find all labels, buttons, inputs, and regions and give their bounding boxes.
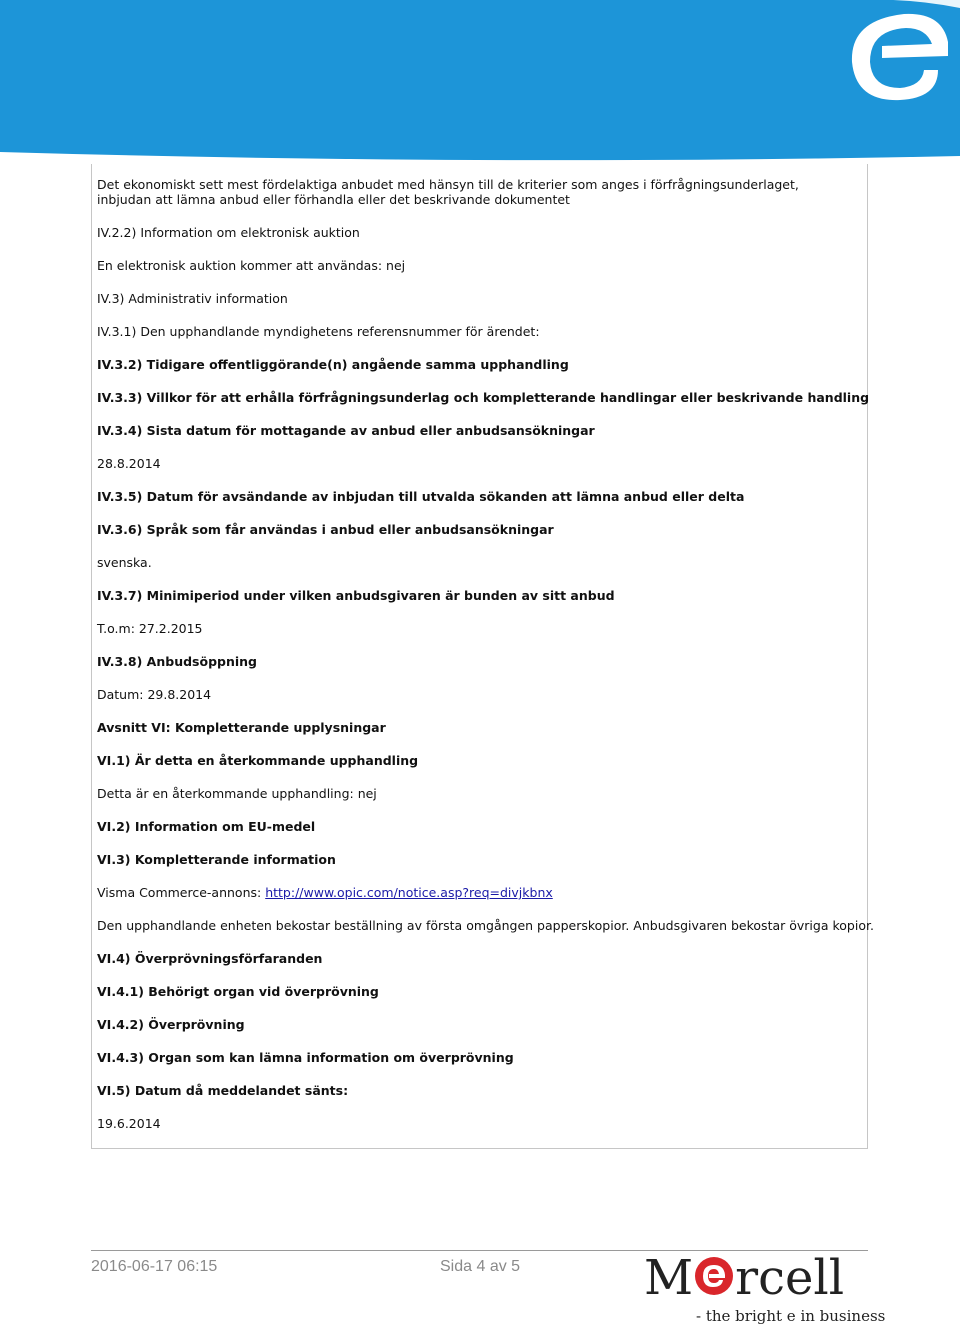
visma-link[interactable]: http://www.opic.com/notice.asp?req=divjkbnx — [265, 885, 553, 900]
footer-page-number: Sida 4 av 5 — [440, 1258, 521, 1275]
language-value: svenska. — [97, 555, 152, 570]
section-vi-2-heading: VI.2) Information om EU-medel — [97, 819, 316, 834]
header-band — [0, 0, 960, 150]
brand-e-icon — [694, 1256, 734, 1296]
section-iv-3-5-heading: IV.3.5) Datum för avsändande av inbjudan till utvalda sökanden att lämna anbud eller delta — [97, 489, 745, 504]
sent-date-value: 19.6.2014 — [97, 1116, 161, 1131]
section-iv-2-2-heading: IV.2.2) Information om elektronisk auktion — [97, 225, 360, 240]
section-vi-4-heading: VI.4) Överprövningsförfaranden — [97, 951, 323, 966]
section-vi-heading: Avsnitt VI: Kompletterande upplysningar — [97, 720, 386, 735]
section-iv-3-1-heading: IV.3.1) Den upphandlande myndighetens referensnummer för ärendet: — [97, 324, 540, 339]
section-iv-3-7-heading: IV.3.7) Minimiperiod under vilken anbudsgivaren är bunden av sitt anbud — [97, 588, 615, 603]
copies-text: Den upphandlande enheten bekostar beställning av första omgången papperskopior. Anbudsgivaren bekostar övriga kopior. — [97, 918, 874, 933]
footer-timestamp: 2016-06-17 06:15 — [91, 1258, 218, 1275]
section-iv-3-6-heading: IV.3.6) Språk som får användas i anbud eller anbudsansökningar — [97, 522, 554, 537]
deadline-date: 28.8.2014 — [97, 456, 161, 471]
opening-date-value: Datum: 29.8.2014 — [97, 687, 212, 702]
header-curve — [0, 150, 960, 164]
brand-tagline: - the bright e in business — [696, 1307, 886, 1325]
section-iv-3-heading: IV.3) Administrativ information — [97, 291, 288, 306]
mercell-logo — [644, 1250, 886, 1328]
brand-name-right: rcell — [735, 1250, 845, 1306]
brand-wordmark — [644, 1250, 844, 1306]
section-vi-4-1-heading: VI.4.1) Behörigt organ vid överprövning — [97, 984, 379, 999]
section-iv-3-3-heading: IV.3.3) Villkor för att erhålla förfrågningsunderlag och kompletterande handlingar eller beskrivande handling — [97, 390, 870, 405]
section-vi-1-heading: VI.1) Är detta en återkommande upphandling — [97, 753, 419, 768]
auction-text: En elektronisk auktion kommer att användas: nej — [97, 258, 406, 273]
section-iv-3-4-heading: IV.3.4) Sista datum för mottagande av anbud eller anbudsansökningar — [97, 423, 595, 438]
section-vi-3-heading: VI.3) Kompletterande information — [97, 852, 336, 867]
visma-label: Visma Commerce-annons: — [97, 885, 266, 900]
section-iv-3-2-heading: IV.3.2) Tidigare offentliggörande(n) angående samma upphandling — [97, 357, 569, 372]
section-iv-3-8-heading: IV.3.8) Anbudsöppning — [97, 654, 257, 669]
award-criteria-text: Det ekonomiskt sett mest fördelaktiga anbudet med hänsyn till de kriterier som anges i förfrågningsunderlaget, inbjudan att lämna anbud eller förhandla eller det beskrivande dokumentet — [97, 177, 799, 207]
section-vi-4-2-heading: VI.4.2) Överprövning — [97, 1017, 245, 1032]
visma-notice — [97, 885, 553, 900]
recurring-value: Detta är en återkommande upphandling: nej — [97, 786, 377, 801]
section-vi-5-heading: VI.5) Datum då meddelandet sänts: — [97, 1083, 349, 1098]
section-vi-4-3-heading: VI.4.3) Organ som kan lämna information om överprövning — [97, 1050, 514, 1065]
bound-until-value: T.o.m: 27.2.2015 — [97, 621, 203, 636]
logo-e-icon — [820, 0, 960, 108]
brand-name-left: M — [644, 1250, 694, 1306]
